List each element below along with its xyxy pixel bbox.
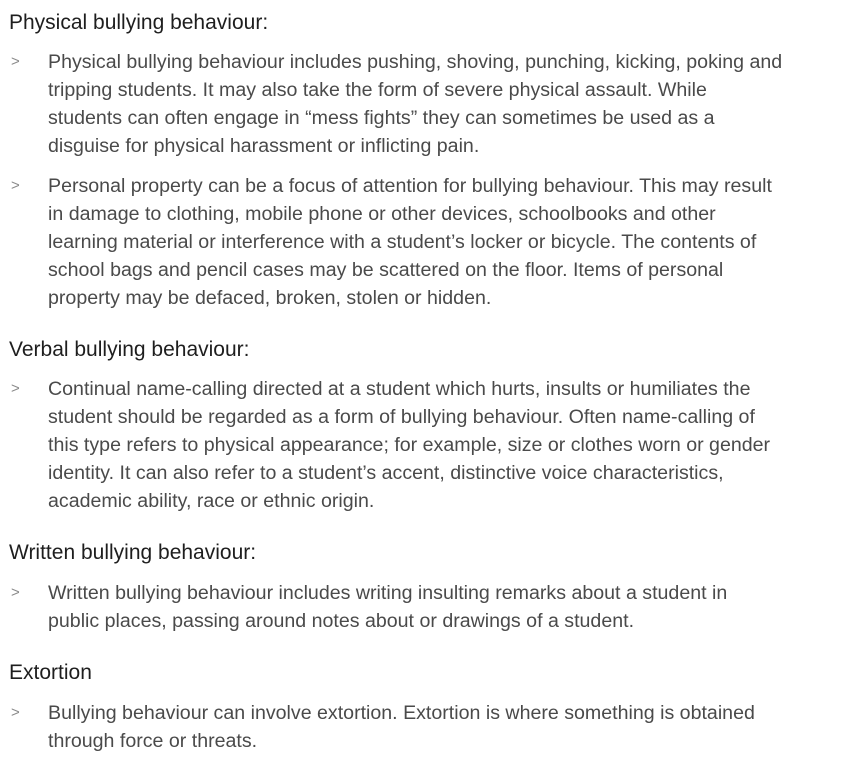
section-heading-physical: Physical bullying behaviour: xyxy=(9,11,269,34)
chevron-right-icon: > xyxy=(11,584,20,601)
bullet-text: Personal property can be a focus of attention for bullying behaviour. This may result in damage to clothing, mobile phone or other devices, schoolbooks and other learning material or interference with a student’s locker or bicycle. The contents of school bags and pencil cases may be scattered on the floor. Items of personal property may be defaced, broken, stolen or hidden. xyxy=(48,175,772,309)
chevron-right-icon: > xyxy=(11,704,20,721)
bullet-text: Bullying behaviour can involve extortion. Extortion is where something is obtained through force or threats. xyxy=(48,702,755,752)
section-heading-extortion: Extortion xyxy=(9,661,92,684)
chevron-right-icon: > xyxy=(11,380,20,397)
chevron-right-icon: > xyxy=(11,53,20,70)
bullet-text: Written bullying behaviour includes writing insulting remarks about a student in public places, passing around notes about or drawings of a student. xyxy=(48,582,728,632)
section-heading-written: Written bullying behaviour: xyxy=(9,541,257,564)
bullet-text: Physical bullying behaviour includes pushing, shoving, punching, kicking, poking and tripping students. It may also take the form of severe physical assault. While students can often engage in “mess fights” they can sometimes be used as a disguise for physical harassment or inflicting pain. xyxy=(48,51,783,157)
bullet-text: Continual name-calling directed at a student which hurts, insults or humiliates the student should be regarded as a form of bullying behaviour. Often name-calling of this type refers to physical appearance; for example, size or clothes worn or gender identity. It can also refer to a student’s accent, distinctive voice characteristics, academic ability, race or ethnic origin. xyxy=(48,378,771,512)
chevron-right-icon: > xyxy=(11,177,20,194)
section-heading-verbal: Verbal bullying behaviour: xyxy=(9,338,250,361)
